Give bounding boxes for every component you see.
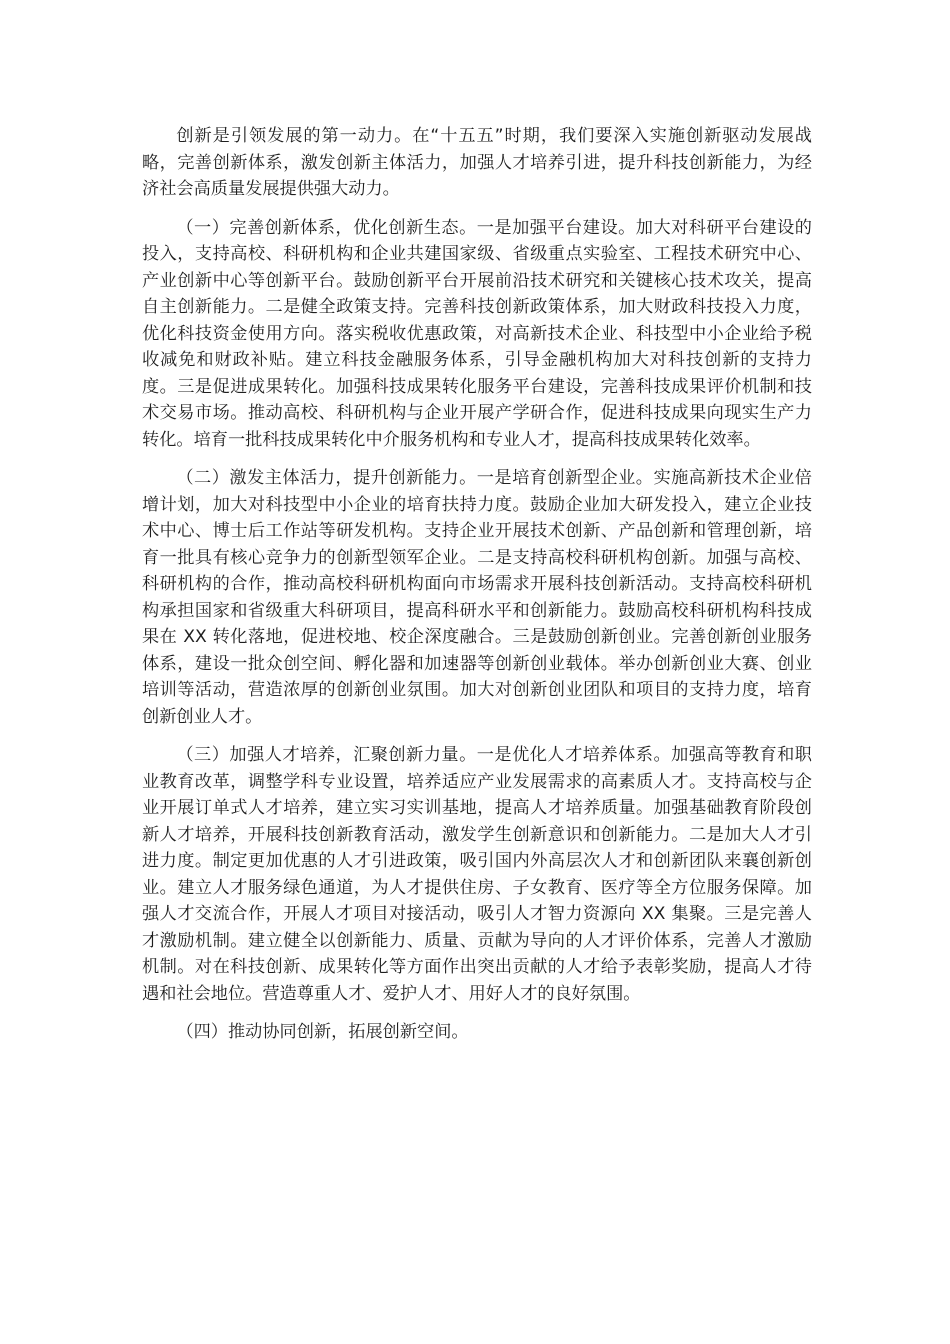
document-page bbox=[142, 123, 812, 1058]
paragraph-section-2: （二）激发主体活力，提升创新能力。一是培育创新型企业。实施高新技术企业倍增计划，加大对科技型中小企业的培育扶持力度。鼓励企业加大研发投入，建立企业技术中心、博士后工作站等研发机构。支持企业开展技术创新、产品创新和管理创新，培育一批具有核心竞争力的创新型领军企业。二是支持高校科研机构创新。加强与高校、科研机构的合作，推动高校科研机构面向市场需求开展科技创新活动。支持高校科研机构承担国家和省级重大科研项目，提高科研水平和创新能力。鼓励高校科研机构科技成果在 XX 转化落地，促进校地、校企深度融合。三是鼓励创新创业。完善创新创业服务体系，建设一批众创空间、孵化器和加速器等创新创业载体。举办创新创业大赛、创业培训等活动，营造浓厚的创新创业氛围。加大对创新创业团队和项目的支持力度，培育创新创业人才。 bbox=[142, 468, 812, 727]
paragraph-section-1: （一）完善创新体系，优化创新生态。一是加强平台建设。加大对科研平台建设的投入，支持高校、科研机构和企业共建国家级、省级重点实验室、工程技术研究中心、产业创新中心等创新平台。鼓励创新平台开展前沿技术研究和关键核心技术攻关，提高自主创新能力。二是健全政策支持。完善科技创新政策体系，加大财政科技投入力度，优化科技资金使用方向。落实税收优惠政策，对高新技术企业、科技型中小企业给予税收减免和财政补贴。建立科技金融服务体系，引导金融机构加大对科技创新的支持力度。三是促进成果转化。加强科技成果转化服务平台建设，完善科技成果评价机制和技术交易市场。推动高校、科研机构与企业开展产学研合作，促进科技成果向现实生产力转化。培育一批科技成果转化中介服务机构和专业人才，提高科技成果转化效率。 bbox=[142, 217, 812, 450]
paragraph-section-4-heading: （四）推动协同创新，拓展创新空间。 bbox=[176, 1022, 469, 1042]
paragraph-intro: 创新是引领发展的第一动力。在“十五五”时期，我们要深入实施创新驱动发展战略，完善创新体系，激发创新主体活力，加强人才培养引进，提升科技创新能力，为经济社会高质量发展提供强大动力。 bbox=[142, 126, 812, 199]
paragraph-section-3: （三）加强人才培养，汇聚创新力量。一是优化人才培养体系。加强高等教育和职业教育改革，调整学科专业设置，培养适应产业发展需求的高素质人才。支持高校与企业开展订单式人才培养，建立实习实训基地，提高人才培养质量。加强基础教育阶段创新人才培养，开展科技创新教育活动，激发学生创新意识和创新能力。二是加大人才引进力度。制定更加优惠的人才引进政策，吸引国内外高层次人才和创新团队来襄创新创业。建立人才服务绿色通道，为人才提供住房、子女教育、医疗等全方位服务保障。加强人才交流合作，开展人才项目对接活动，吸引人才智力资源向 XX 集聚。三是完善人才激励机制。建立健全以创新能力、质量、贡献为导向的人才评价体系，完善人才激励机制。对在科技创新、成果转化等方面作出突出贡献的人才给予表彰奖励，提高人才待遇和社会地位。营造尊重人才、爱护人才、用好人才的良好氛围。 bbox=[142, 745, 812, 1004]
